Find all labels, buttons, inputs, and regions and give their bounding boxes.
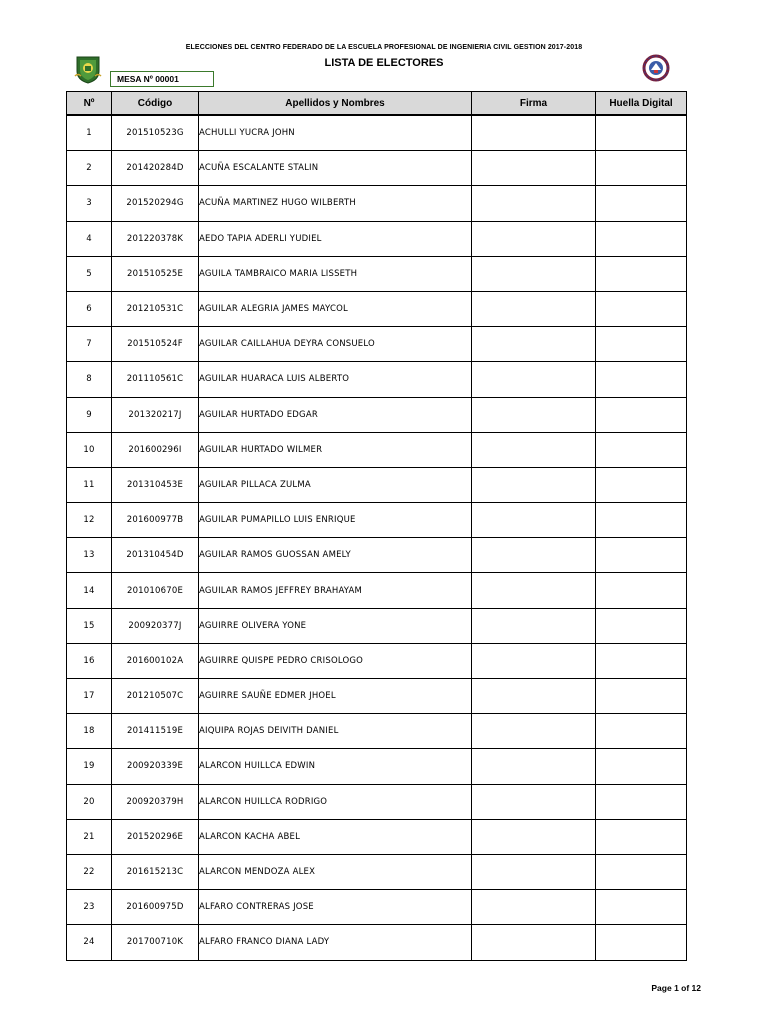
row-number: 13 — [67, 538, 112, 573]
fingerprint-cell — [596, 186, 687, 221]
student-code: 201510523G — [112, 115, 199, 151]
signature-cell — [472, 256, 596, 291]
fingerprint-cell — [596, 819, 687, 854]
fingerprint-cell — [596, 362, 687, 397]
row-number: 9 — [67, 397, 112, 432]
engineering-logo — [639, 54, 673, 82]
voter-name: ACHULLI YUCRA JOHN — [199, 115, 472, 151]
student-code: 201600102A — [112, 643, 199, 678]
table-row — [67, 643, 687, 678]
row-number: 18 — [67, 714, 112, 749]
table-row — [67, 291, 687, 326]
signature-cell — [472, 221, 596, 256]
column-header-name: Apellidos y Nombres — [199, 92, 472, 116]
voter-table — [66, 91, 687, 961]
row-number: 10 — [67, 432, 112, 467]
voter-name: ALARCON MENDOZA ALEX — [199, 854, 472, 889]
fingerprint-cell — [596, 151, 687, 186]
voter-name: AEDO TAPIA ADERLI YUDIEL — [199, 221, 472, 256]
row-number: 2 — [67, 151, 112, 186]
row-number: 12 — [67, 503, 112, 538]
row-number: 22 — [67, 854, 112, 889]
signature-cell — [472, 890, 596, 925]
student-code: 200920339E — [112, 749, 199, 784]
signature-cell — [472, 819, 596, 854]
signature-cell — [472, 362, 596, 397]
student-code: 201010670E — [112, 573, 199, 608]
table-row — [67, 819, 687, 854]
student-code: 201110561C — [112, 362, 199, 397]
table-row — [67, 503, 687, 538]
table-row — [67, 397, 687, 432]
student-code: 201600975D — [112, 890, 199, 925]
election-header: ELECCIONES DEL CENTRO FEDERADO DE LA ESCUELA PROFESIONAL DE INGENIERIA CIVIL GESTION 2017-2018 — [185, 44, 583, 51]
fingerprint-cell — [596, 538, 687, 573]
table-row — [67, 573, 687, 608]
student-code: 201600977B — [112, 503, 199, 538]
signature-cell — [472, 925, 596, 960]
voter-name: AGUIRRE SAUÑE EDMER JHOEL — [199, 679, 472, 714]
voter-name: AGUILAR HURTADO EDGAR — [199, 397, 472, 432]
signature-cell — [472, 854, 596, 889]
student-code: 201310453E — [112, 467, 199, 502]
voter-name: AGUIRRE OLIVERA YONE — [199, 608, 472, 643]
row-number: 23 — [67, 890, 112, 925]
table-row — [67, 608, 687, 643]
row-number: 17 — [67, 679, 112, 714]
voter-name: ALARCON KACHA ABEL — [199, 819, 472, 854]
signature-cell — [472, 397, 596, 432]
page-title: LISTA DE ELECTORES — [324, 57, 444, 69]
voter-name: ALARCON HUILLCA EDWIN — [199, 749, 472, 784]
fingerprint-cell — [596, 643, 687, 678]
table-row — [67, 538, 687, 573]
voter-name: ACUÑA ESCALANTE STALIN — [199, 151, 472, 186]
page-number: Page 1 of 12 — [651, 983, 701, 993]
voter-name: ALFARO CONTRERAS JOSE — [199, 890, 472, 925]
fingerprint-cell — [596, 714, 687, 749]
voter-rows — [67, 115, 687, 960]
row-number: 7 — [67, 327, 112, 362]
student-code: 201520294G — [112, 186, 199, 221]
signature-cell — [472, 784, 596, 819]
student-code: 201520296E — [112, 819, 199, 854]
table-row — [67, 151, 687, 186]
signature-cell — [472, 432, 596, 467]
signature-cell — [472, 679, 596, 714]
voter-name: AGUILA TAMBRAICO MARIA LISSETH — [199, 256, 472, 291]
column-header-signature: Firma — [472, 92, 596, 116]
student-code: 201615213C — [112, 854, 199, 889]
student-code: 201510524F — [112, 327, 199, 362]
row-number: 19 — [67, 749, 112, 784]
row-number: 8 — [67, 362, 112, 397]
voter-name: AGUILAR CAILLAHUA DEYRA CONSUELO — [199, 327, 472, 362]
row-number: 24 — [67, 925, 112, 960]
voter-name: ALFARO FRANCO DIANA LADY — [199, 925, 472, 960]
voter-name: AGUILAR PILLACA ZULMA — [199, 467, 472, 502]
student-code: 200920379H — [112, 784, 199, 819]
voter-name: AGUILAR RAMOS GUOSSAN AMELY — [199, 538, 472, 573]
row-number: 20 — [67, 784, 112, 819]
student-code: 201310454D — [112, 538, 199, 573]
voter-name: AIQUIPA ROJAS DEIVITH DANIEL — [199, 714, 472, 749]
fingerprint-cell — [596, 854, 687, 889]
row-number: 3 — [67, 186, 112, 221]
voter-name: AGUILAR HURTADO WILMER — [199, 432, 472, 467]
voter-name: AGUILAR HUARACA LUIS ALBERTO — [199, 362, 472, 397]
table-row — [67, 186, 687, 221]
voter-name: AGUILAR PUMAPILLO LUIS ENRIQUE — [199, 503, 472, 538]
signature-cell — [472, 186, 596, 221]
table-row — [67, 362, 687, 397]
mesa-label: MESA Nº 00001 — [110, 71, 214, 87]
table-row — [67, 714, 687, 749]
voter-name: ACUÑA MARTINEZ HUGO WILBERTH — [199, 186, 472, 221]
fingerprint-cell — [596, 608, 687, 643]
fingerprint-cell — [596, 679, 687, 714]
table-row — [67, 679, 687, 714]
row-number: 4 — [67, 221, 112, 256]
row-number: 14 — [67, 573, 112, 608]
table-row — [67, 327, 687, 362]
fingerprint-cell — [596, 291, 687, 326]
table-row — [67, 925, 687, 960]
column-header-code: Código — [112, 92, 199, 116]
signature-cell — [472, 608, 596, 643]
table-row — [67, 256, 687, 291]
fingerprint-cell — [596, 327, 687, 362]
table-row — [67, 221, 687, 256]
fingerprint-cell — [596, 221, 687, 256]
student-code: 201411519E — [112, 714, 199, 749]
table-row — [67, 432, 687, 467]
signature-cell — [472, 714, 596, 749]
fingerprint-cell — [596, 467, 687, 502]
student-code: 201420284D — [112, 151, 199, 186]
row-number: 15 — [67, 608, 112, 643]
voter-name: AGUIRRE QUISPE PEDRO CRISOLOGO — [199, 643, 472, 678]
student-code: 201700710K — [112, 925, 199, 960]
table-row — [67, 784, 687, 819]
voter-name: ALARCON HUILLCA RODRIGO — [199, 784, 472, 819]
voter-name: AGUILAR RAMOS JEFFREY BRAHAYAM — [199, 573, 472, 608]
fingerprint-cell — [596, 256, 687, 291]
student-code: 201600296I — [112, 432, 199, 467]
signature-cell — [472, 291, 596, 326]
signature-cell — [472, 643, 596, 678]
signature-cell — [472, 573, 596, 608]
fingerprint-cell — [596, 925, 687, 960]
table-header-row — [67, 92, 687, 116]
row-number: 6 — [67, 291, 112, 326]
student-code: 200920377J — [112, 608, 199, 643]
row-number: 16 — [67, 643, 112, 678]
row-number: 1 — [67, 115, 112, 151]
signature-cell — [472, 327, 596, 362]
university-logo — [74, 54, 102, 84]
student-code: 201320217J — [112, 397, 199, 432]
fingerprint-cell — [596, 115, 687, 151]
table-row — [67, 749, 687, 784]
fingerprint-cell — [596, 890, 687, 925]
signature-cell — [472, 151, 596, 186]
signature-cell — [472, 538, 596, 573]
row-number: 21 — [67, 819, 112, 854]
student-code: 201510525E — [112, 256, 199, 291]
table-row — [67, 467, 687, 502]
signature-cell — [472, 115, 596, 151]
table-row — [67, 854, 687, 889]
fingerprint-cell — [596, 749, 687, 784]
student-code: 201210507C — [112, 679, 199, 714]
fingerprint-cell — [596, 397, 687, 432]
row-number: 5 — [67, 256, 112, 291]
voter-name: AGUILAR ALEGRIA JAMES MAYCOL — [199, 291, 472, 326]
fingerprint-cell — [596, 784, 687, 819]
signature-cell — [472, 503, 596, 538]
signature-cell — [472, 749, 596, 784]
signature-cell — [472, 467, 596, 502]
table-row — [67, 115, 687, 151]
fingerprint-cell — [596, 503, 687, 538]
row-number: 11 — [67, 467, 112, 502]
fingerprint-cell — [596, 573, 687, 608]
column-header-fingerprint: Huella Digital — [596, 92, 687, 116]
student-code: 201210531C — [112, 291, 199, 326]
fingerprint-cell — [596, 432, 687, 467]
column-header-number: Nº — [67, 92, 112, 116]
student-code: 201220378K — [112, 221, 199, 256]
table-row — [67, 890, 687, 925]
